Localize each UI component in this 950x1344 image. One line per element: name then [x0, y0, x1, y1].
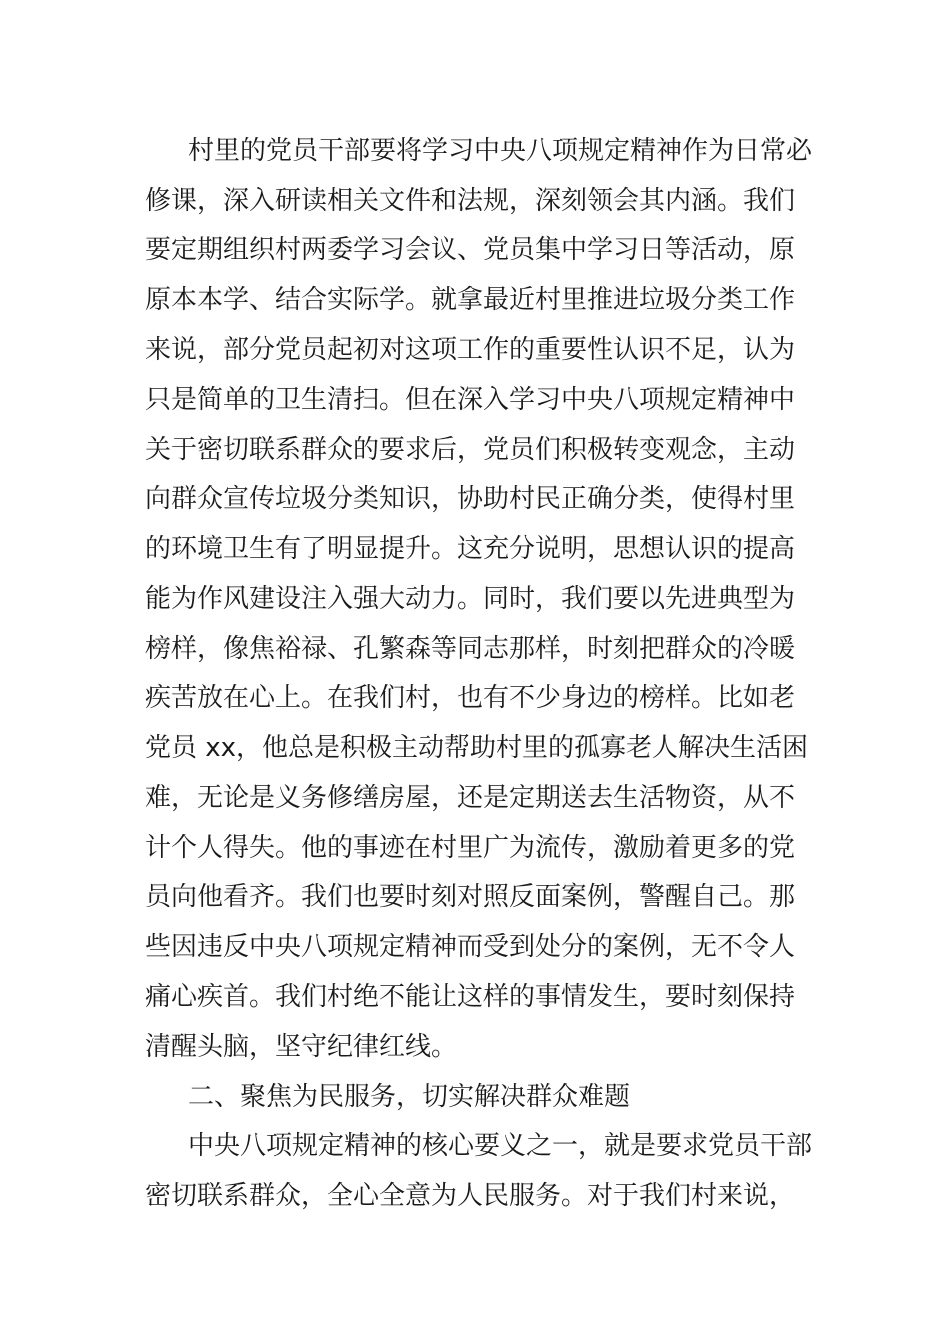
paragraph-1-line-13: 党员 xx，他总是积极主动帮助村里的孤寡老人解决生活困: [145, 733, 809, 763]
paragraph-1-line-12: 疾苦放在心上。在我们村，也有不少身边的榜样。比如老: [145, 683, 796, 713]
paragraph-1-line-11: 榜样，像焦裕禄、孔繁森等同志那样，时刻把群众的冷暖: [145, 634, 796, 664]
paragraph-1-line-19: 清醒头脑，坚守纪律红线。: [145, 1032, 458, 1062]
paragraph-1-line-8: 向群众宣传垃圾分类知识，协助村民正确分类，使得村里: [145, 484, 796, 514]
paragraph-2-line-1: 中央八项规定精神的核心要义之一，就是要求党员干部: [188, 1131, 813, 1161]
paragraph-1-line-17: 些因违反中央八项规定精神而受到处分的案例，无不令人: [145, 932, 796, 962]
paragraph-1-line-2: 修课，深入研读相关文件和法规，深刻领会其内涵。我们: [145, 186, 796, 216]
paragraph-1-line-6: 只是简单的卫生清扫。但在深入学习中央八项规定精神中: [145, 385, 796, 415]
paragraph-1-line-5: 来说，部分党员起初对这项工作的重要性认识不足，认为: [145, 335, 796, 365]
paragraph-1-line-14: 难，无论是义务修缮房屋，还是定期送去生活物资，从不: [145, 783, 796, 813]
section-heading: 二、聚焦为民服务，切实解决群众难题: [188, 1082, 631, 1112]
paragraph-1-line-10: 能为作风建设注入强大动力。同时，我们要以先进典型为: [145, 584, 796, 614]
paragraph-1-line-16: 员向他看齐。我们也要时刻对照反面案例，警醒自己。那: [145, 882, 796, 912]
paragraph-1-line-3: 要定期组织村两委学习会议、党员集中学习日等活动，原: [145, 235, 796, 265]
paragraph-1-line-7: 关于密切联系群众的要求后，党员们积极转变观念，主动: [145, 435, 796, 465]
paragraph-1-line-9: 的环境卫生有了明显提升。这充分说明，思想认识的提高: [145, 534, 796, 564]
paragraph-1-line-1: 村里的党员干部要将学习中央八项规定精神作为日常必: [188, 136, 813, 166]
paragraph-1-line-15: 计个人得失。他的事迹在村里广为流传，激励着更多的党: [145, 833, 796, 863]
paragraph-2-line-2: 密切联系群众，全心全意为人民服务。对于我们村来说，: [145, 1181, 796, 1211]
paragraph-1-line-4: 原本本学、结合实际学。就拿最近村里推进垃圾分类工作: [145, 285, 796, 315]
paragraph-1-line-18: 痛心疾首。我们村绝不能让这样的事情发生，要时刻保持: [145, 982, 796, 1012]
